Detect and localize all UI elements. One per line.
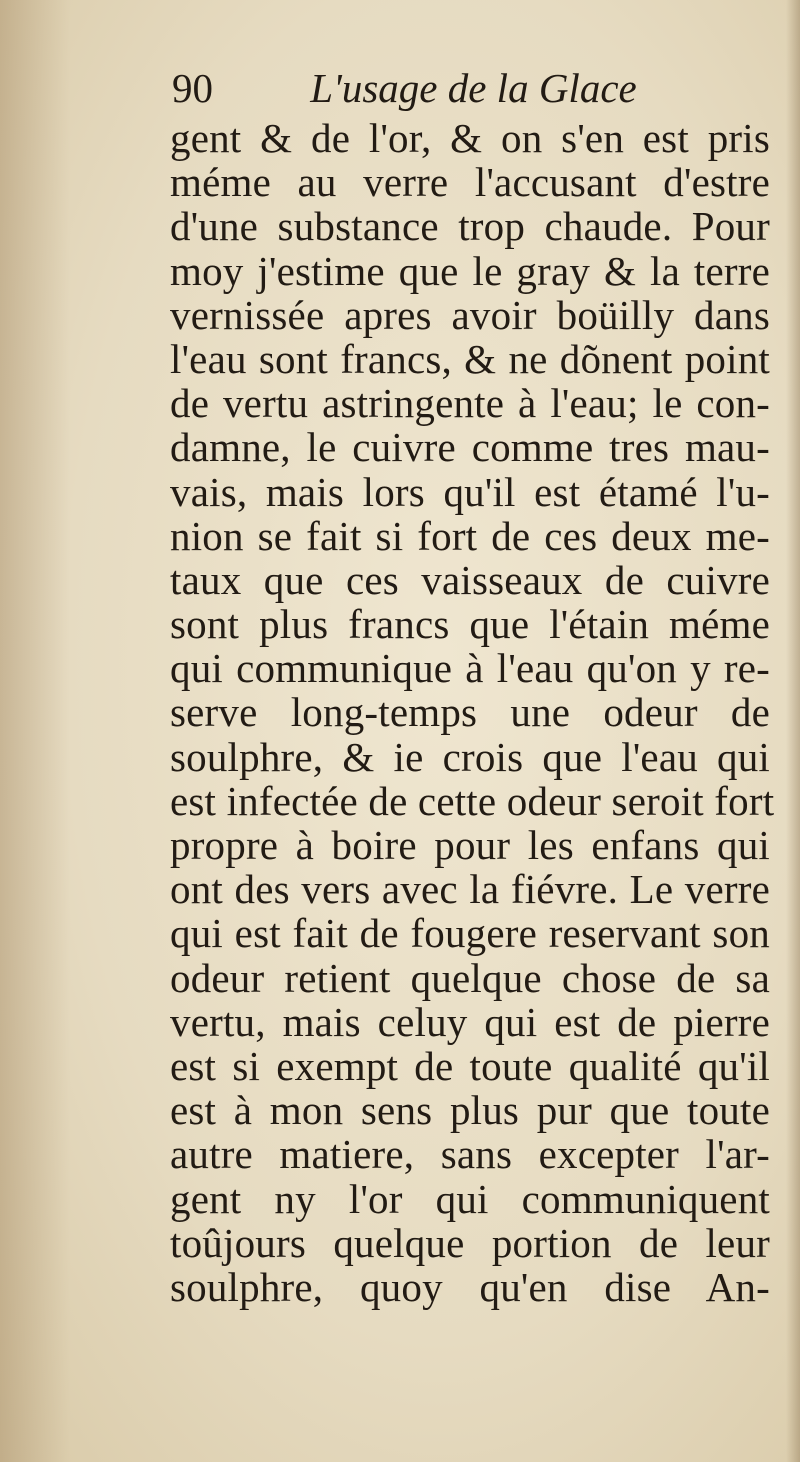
- text-line: autre matiere, sans excepter l'ar-: [170, 1131, 770, 1178]
- text-line: soulphre, & ie crois que l'eau qui: [170, 733, 770, 780]
- running-title: L'usage de la Glace: [310, 65, 637, 111]
- text-line: odeur retient quelque chose de sa: [170, 954, 770, 1001]
- text-line: vertu, mais celuy qui est de pierre: [170, 998, 770, 1045]
- page-header: [172, 62, 772, 114]
- text-line: est si exempt de toute qualité qu'il: [170, 1042, 770, 1089]
- text-line: toûjours quelque portion de leur: [170, 1219, 770, 1266]
- text-line: moy j'estime que le gray & la terre: [170, 247, 770, 294]
- text-line: d'une substance trop chaude. Pour: [170, 203, 770, 250]
- text-line: soulphre, quoy qu'en dise An-: [170, 1263, 770, 1310]
- text-line: qui communique à l'eau qu'on y re-: [170, 645, 770, 692]
- text-line: méme au verre l'accusant d'estre: [170, 159, 770, 206]
- text-line: est à mon sens plus pur que toute: [170, 1087, 770, 1134]
- text-line: propre à boire pour les enfans qui: [170, 822, 770, 868]
- text-line: nion se fait si fort de ces deux me-: [170, 512, 770, 559]
- page-gutter-shadow: [0, 0, 70, 1462]
- text-line: est infectée de cette odeur seroit fort: [170, 777, 775, 824]
- text-line: taux que ces vaisseaux de cuivre: [170, 556, 770, 603]
- body-text: [170, 115, 775, 1310]
- text-line: gent & de l'or, & on s'en est pris: [170, 115, 770, 161]
- text-line: damne, le cuivre comme tres mau-: [170, 424, 770, 471]
- text-line: ont des vers avec la fiévre. Le verre: [170, 866, 770, 913]
- text-line: gent ny l'or qui communiquent: [170, 1175, 770, 1222]
- text-line: vais, mais lors qu'il est étamé l'u-: [170, 468, 770, 515]
- text-line: l'eau sont francs, & ne dõnent point: [170, 335, 770, 382]
- page-edge-shadow: [786, 0, 800, 1462]
- text-line: serve long-temps une odeur de: [170, 689, 770, 736]
- text-line: sont plus francs que l'étain méme: [170, 601, 770, 648]
- text-line: de vertu astringente à l'eau; le con-: [170, 380, 770, 427]
- text-line: vernissée apres avoir boüilly dans: [170, 291, 770, 338]
- page-number: 90: [172, 65, 213, 111]
- text-line: qui est fait de fougere reservant son: [170, 910, 770, 957]
